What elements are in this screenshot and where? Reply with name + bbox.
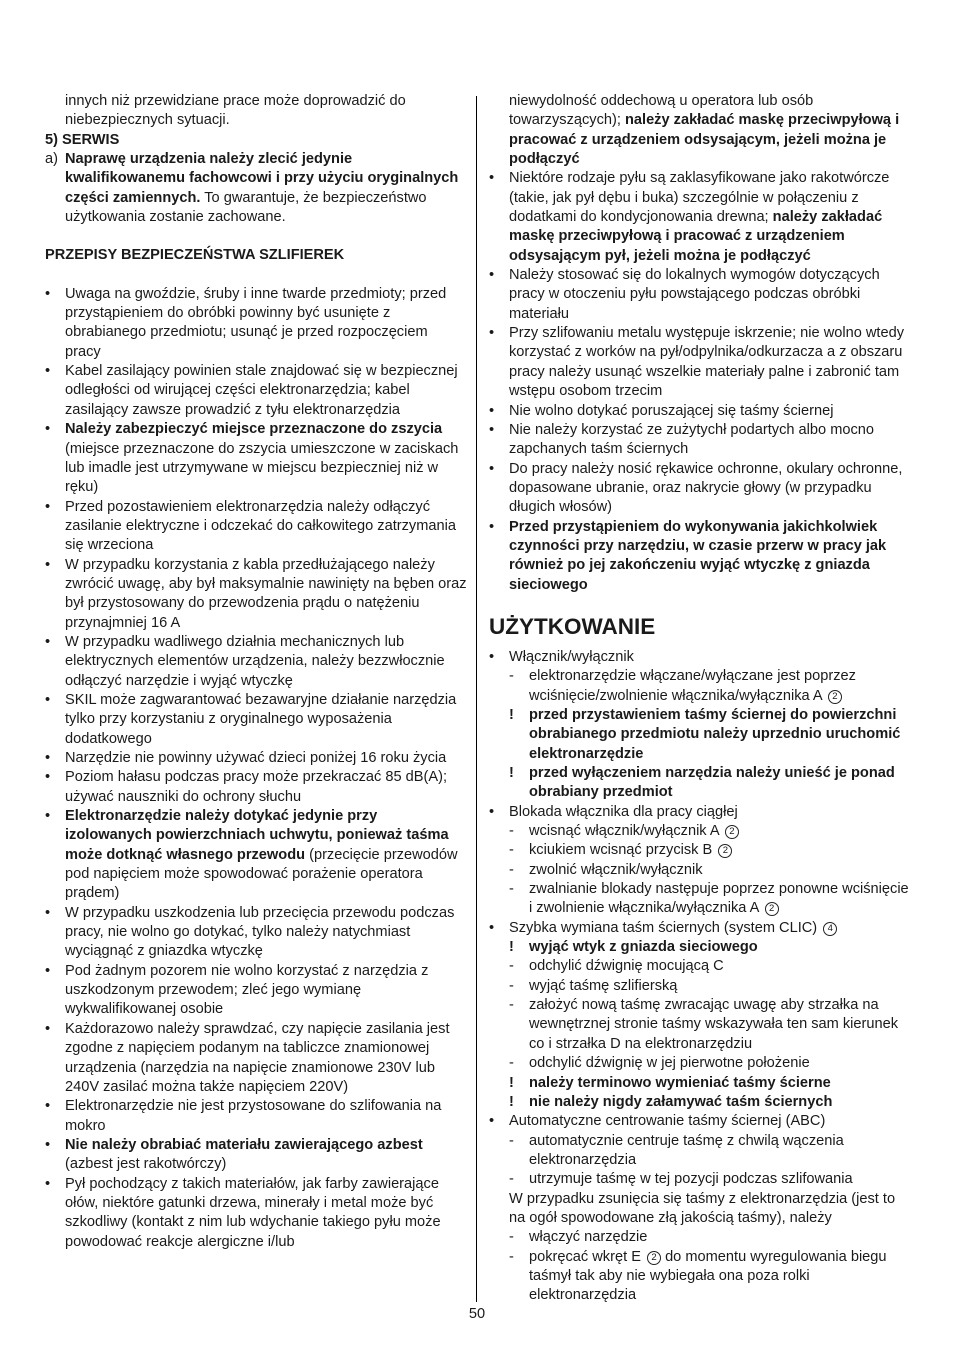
- list-item: [489, 421, 911, 460]
- list-item: [45, 807, 467, 904]
- service-heading: 5) SERWIS: [45, 131, 120, 148]
- list-subitem: - wyjąć taśmę szlifierską: [509, 977, 678, 994]
- list-item-text: Każdorazowo należy sprawdzać, czy napięcie zasilania jest zgodne z napięciem podanym na tabliczce znamionowej urządzenia (narzędzia na napięcie znamionowe 230V lub 240V zasilać można także napięciem 220V): [65, 1020, 450, 1095]
- list-subitem: - elektronarzędzie włączane/wyłączane jest poprzez wciśnięcie/zwolnienie włącznika/wyłącznika A 2: [509, 668, 856, 704]
- list-subitem: - wcisnąć włącznik/wyłącznik A 2: [489, 822, 911, 841]
- bullet: •: [45, 1175, 51, 1192]
- list-subitem: - założyć nową taśmę zwracając uwagę aby strzałka na wewnętrznej stronie taśmy wskazywała ten sam kierunek co i strzałka D na elektronarzędziu: [509, 997, 899, 1052]
- list-item: [45, 633, 467, 691]
- list-item: [45, 749, 467, 768]
- item-marker: a): [45, 151, 58, 168]
- bullet: •: [489, 460, 495, 477]
- list-item: [45, 285, 467, 362]
- list-item: [45, 768, 467, 807]
- list-item: [45, 420, 467, 497]
- list-subitem: - włączyć narzędzie: [509, 1229, 648, 1246]
- list-item-text: W przypadku wadliwego działnia mechanicznych lub elektrycznych elementów urządzenia, należy bezzwłocznie odłączyć narzędzie i wyjąć wtyczkę: [65, 633, 445, 689]
- list-item-text: Narzędzie nie powinny używać dzieci poniżej 16 roku życia: [65, 750, 447, 766]
- list-item-text: Nie należy korzystać ze zużytychł podartych albo mocno zapchanych taśm ściernych: [509, 421, 875, 458]
- right-column: [489, 92, 911, 1306]
- warning-item: ! wyjąć wtyk z gniazda sieciowego: [509, 939, 758, 956]
- list-item-text: Przy szlifowaniu metalu występuje iskrzenie; nie wolno wtedy korzystać z worków na pył/odpylnika/odkurzacza a z obszaru pracy należy usunąć wszelkie materiały palne i zabronić tam wstępu osobom trzecim: [509, 325, 905, 400]
- bullet: •: [45, 1136, 51, 1153]
- list-item: [489, 460, 911, 518]
- bullet: •: [489, 919, 495, 936]
- list-item-text: (azbest jest rakotwórczy): [65, 1156, 227, 1173]
- list-item: [489, 169, 911, 266]
- bullet: •: [45, 691, 51, 708]
- bullet: •: [45, 1098, 51, 1115]
- bullet: •: [45, 285, 51, 302]
- warning-item: ! nie należy nigdy załamywać taśm ściernych: [509, 1093, 833, 1110]
- list-subitem: - zwolnić włącznik/wyłącznik: [509, 861, 703, 878]
- bullet: •: [45, 421, 51, 438]
- bullet: •: [45, 808, 51, 825]
- list-item-text: W przypadku korzystania z kabla przedłużającego należy zwrócić uwagę, aby był maksymalnie nawinięty na bęben oraz był przystosowany do przewodzenia prądu o natężeniu przynajmniej 16 A: [65, 556, 467, 631]
- dust-continuation: niewydolność oddechową u operatora lub osób towarzyszących); należy zakładać maskę przeciwpyłową i pracować z urządzeniem odsysającym, jeżeli można je podłączyć: [509, 93, 900, 168]
- list-item-clic: • Szybka wymiana taśm ściernych (system CLIC) 4: [489, 919, 911, 938]
- service-item-a: [45, 150, 467, 227]
- list-item: [45, 1136, 467, 1175]
- service-item-text: To gwarantuje, że bezpieczeństwo użytkowania zostanie zachowane.: [65, 189, 427, 226]
- list-item-bold-text: Elektronarzędzie należy dotykać jedynie przy izolowanych powierzchniach uchwytu, ponieważ taśma może dotknąć własnego przewodu: [65, 808, 449, 863]
- page-number: 50: [468, 1306, 486, 1322]
- bullet: •: [45, 769, 51, 786]
- bullet: •: [489, 518, 495, 535]
- list-subitem: - automatycznie centruje taśmę z chwilą wączenia elektronarzędzia: [509, 1132, 844, 1168]
- list-item: [489, 324, 911, 401]
- bullet: •: [489, 402, 495, 419]
- dust-safety-list: [489, 169, 911, 595]
- list-item: [45, 691, 467, 749]
- list-item-lock: • Blokada włącznika dla pracy ciągłej: [489, 803, 911, 822]
- list-item-bold-text: Przed przystąpieniem do wykonywania jakichkolwiek czynności przy narzędziu, w czasie przerw w pracy jak również po jej zakończeniu wyjąć wtyczkę z gniazda sieciowego: [509, 518, 887, 593]
- list-subitem: - kciukiem wcisnąć przycisk B 2: [489, 841, 911, 860]
- list-item: [45, 498, 467, 556]
- list-item: [489, 402, 911, 421]
- list-item-bold-text: Nie należy obrabiać materiału zawierającego azbest: [65, 1136, 423, 1153]
- list-item: [45, 1175, 467, 1252]
- bullet: •: [45, 633, 51, 650]
- list-item-text: (przecięcie przewodów pod napięciem może spowodować porażenie operatora prądem): [65, 846, 458, 902]
- list-item-text: Do pracy należy nosić rękawice ochronne, okulary ochronne, dopasowane ubranie, oraz nakrycie głowy (w przypadku długich włosów): [509, 460, 903, 516]
- list-item-text: W przypadku uszkodzenia lub przecięcia przewodu podczas pracy, nie wolno go dotykać, tylko należy natychmiast wyciągnąć z gniazdka wtyczkę: [65, 904, 455, 960]
- figure-ref-icon: 4: [823, 922, 837, 936]
- bullet: •: [45, 962, 51, 979]
- list-subitem: - odchylić dźwignię w jej pierwotne położenie: [509, 1055, 810, 1072]
- list-subitem: - utrzymuje taśmę w tej pozycji podczas szlifowania: [509, 1171, 853, 1188]
- left-column: [45, 92, 467, 1252]
- list-item-text: SKIL może zagwarantować bezawaryjne działanie narzędzia tylko przy korzystaniu z oryginalnego wyposażenia dodatkowego: [65, 691, 457, 747]
- bullet: •: [45, 498, 51, 515]
- list-item-abc: • Automatyczne centrowanie taśmy ściernej (ABC): [489, 1112, 911, 1131]
- list-item-text: Należy stosować się do lokalnych wymogów dotyczących pracy w otoczeniu pyłu powstającego podczas obróbki materiału: [509, 267, 880, 322]
- list-item: [45, 362, 467, 420]
- bullet: •: [489, 267, 495, 284]
- bullet: •: [45, 1020, 51, 1037]
- list-item-text: Pod żadnym pozorem nie wolno korzystać z narzędzia z uszkodzonym przewodem; zleć jego wymianę wykwalifikowanej osobie: [65, 962, 429, 1018]
- bullet: •: [489, 1113, 495, 1130]
- list-item: [45, 1097, 467, 1136]
- list-item: [45, 556, 467, 633]
- list-item-switch: • Włącznik/wyłącznik: [489, 648, 911, 667]
- warning-item: ! przed wyłączeniem narzędzia należy unieść je ponad obrabiany przedmiot: [509, 765, 895, 801]
- bullet: •: [45, 363, 51, 380]
- bullet: •: [45, 750, 51, 766]
- column-divider: [476, 96, 477, 1302]
- warning-item: ! przed przystawieniem taśmy ściernej do powierzchni obrabianego przedmiotu należy uprzednio uruchomić elektronarzędzie: [509, 706, 901, 762]
- list-item: [489, 518, 911, 595]
- figure-ref-icon: 2: [718, 844, 732, 858]
- list-item-text: Poziom hałasu podczas pracy może przekraczać 85 dB(A); używać nauszniki do ochrony słuchu: [65, 769, 448, 805]
- bullet: •: [489, 325, 495, 342]
- list-item: [45, 962, 467, 1020]
- bullet: •: [489, 648, 495, 665]
- list-item-text: Nie wolno dotykać poruszającej się taśmy ściernej: [509, 402, 834, 419]
- list-item-bold-text: Należy zabezpieczyć miejsce przeznaczone do zszycia: [65, 421, 443, 438]
- sander-safety-list: [45, 285, 467, 1252]
- list-subitem: - zwalnianie blokady następuje poprzez ponowne wciśnięcie i zwolnienie włącznika/wyłącznika A 2: [509, 881, 909, 917]
- abc-paragraph: W przypadku zsunięcia się taśmy z elektronarzędzia (jest to na ogół spowodowane złą jakością taśmy), należy: [509, 1190, 896, 1226]
- list-item-text: (miejsce przeznaczone do zszycia umieszczone w zaciskach lub imadle jest utrzymywane w miejscu bezpieczniej niż w ręku): [65, 440, 459, 496]
- figure-ref-icon: 2: [828, 690, 842, 704]
- list-subitem: - odchylić dźwignię mocującą C: [509, 958, 724, 975]
- list-item: [45, 904, 467, 962]
- list-item-text: Niektóre rodzaje pyłu są zaklasyfikowane jako rakotwórcze (takie, jak pył dębu i buka) szczególnie w połączeniu z dodatkami do kondycjonowania drewna;: [509, 170, 890, 226]
- figure-ref-icon: 2: [647, 1251, 661, 1265]
- list-item-text: Uwaga na gwoździe, śruby i inne twarde przedmioty; przed przystąpieniem do obróbki powinny być usunięte z obrabianego przedmiotu; usunąć je przed rozpoczęciem pracy: [65, 285, 447, 360]
- list-item: [489, 266, 911, 324]
- list-subitem: - pokręcać wkręt E 2 do momentu wyregulowania biegu taśmył tak aby nie wybiegała ona poza rolki elektronarzędzia: [509, 1248, 887, 1304]
- intro-text: innych niż przewidziane prace może doprowadzić do niebezpiecznych sytuacji.: [65, 93, 406, 129]
- bullet: •: [489, 170, 495, 187]
- bullet: •: [45, 556, 51, 573]
- warning-item: ! należy terminowo wymieniać taśmy ścierne: [509, 1074, 831, 1091]
- bullet: •: [45, 904, 51, 921]
- list-item-text: Kabel zasilający powinien stale znajdować się w bezpiecznej odległości od wirującej części elektronarzędzia; kabel zasilający zawsze prowadzić z tyłu elektronarzędzia: [65, 363, 458, 418]
- bullet: •: [489, 421, 495, 438]
- list-item-text: Pył pochodzący z takich materiałów, jak farby zawierające ołów, niektóre gatunki drzewa, minerały i metal może być szkodliwy (kontakt z nim lub wdychanie takiego pyłu może powodować reakcje alergiczne i/lub: [65, 1175, 441, 1250]
- list-item-text: Elektronarzędzie nie jest przystosowane do szlifowania na mokro: [65, 1098, 442, 1134]
- figure-ref-icon: 2: [725, 825, 739, 839]
- sander-safety-heading: PRZEPISY BEZPIECZEŃSTWA SZLIFIEREK: [45, 247, 345, 264]
- list-item: [45, 1020, 467, 1097]
- bullet: •: [489, 803, 495, 820]
- service-item-bold: Naprawę urządzenia należy zlecić jedynie kwalifikowanemu fachowcowi i przy użyciu oryginalnych części zamiennych.: [65, 151, 459, 206]
- figure-ref-icon: 2: [765, 902, 779, 916]
- list-item-text: Przed pozostawieniem elektronarzędzia należy odłączyć zasilanie elektryczne i odczekać do całkowitego zatrzymania się wrzeciona: [65, 498, 456, 554]
- list-item-bold-text: należy zakładać maskę przeciwpyłową i pracować z urządzeniem odsysającym pył, jeżeli można je podłączyć: [509, 209, 883, 264]
- usage-heading: UŻYTKOWANIE: [489, 613, 656, 639]
